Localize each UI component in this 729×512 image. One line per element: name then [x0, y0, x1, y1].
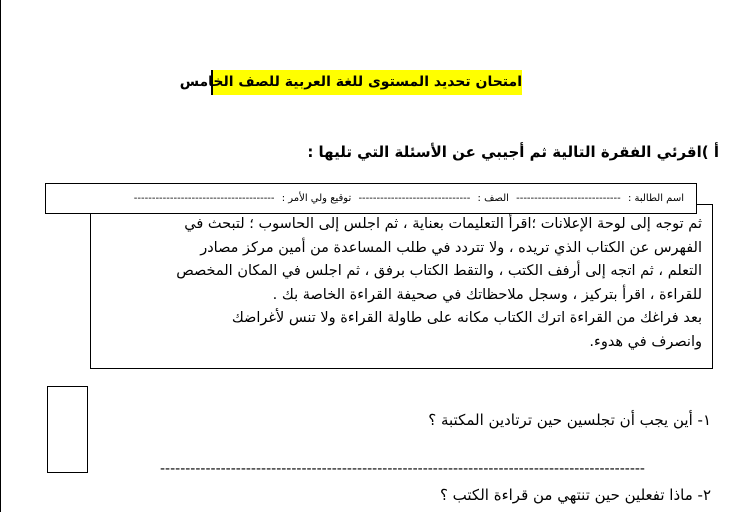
passage-line: وانصرف في هدوء.	[589, 333, 702, 350]
student-info-box	[45, 183, 697, 214]
signature-field[interactable]: ---------------------------------------	[133, 193, 275, 204]
passage-line: ثم توجه إلى لوحة الإعلانات ؛اقرأ التعليمات بعناية ، ثم اجلس إلى الحاسوب ؛ لتبحث في	[184, 216, 702, 232]
class-label: الصف :	[477, 193, 509, 204]
signature-label: توقيع ولي الأمر :	[281, 193, 352, 204]
passage-line: للقراءة ، اقرأ بتركيز ، وسجل ملاحظاتك في صحيفة القراءة الخاصة بك .	[272, 286, 702, 303]
passage-line: التعلم ، ثم اتجه إلى أرفف الكتب ، والتقط الكتاب برفق ، ثم اجلس في المكان المخصص	[176, 263, 702, 279]
name-field[interactable]: -----------------------------	[516, 193, 621, 204]
passage-line: الفهرس عن الكتاب الذي تريده ، ولا تتردد في طلب المساعدة من أمين مركز مصادر	[200, 239, 702, 256]
class-field[interactable]: -------------------------------	[358, 193, 471, 204]
name-label: اسم الطالبة :	[627, 193, 684, 204]
question-2: ٢- ماذا تفعلين حين تنتهي من قراءة الكتب ؟	[439, 486, 711, 504]
question-1: ١- أين يجب أن تجلسين حين ترتادين المكتبة ؟	[428, 411, 711, 429]
reading-instruction: أ )اقرئي الفقرة التالية ثم أجيبي عن الأسئلة التي تليها :	[307, 143, 719, 161]
answer-line[interactable]: ------------------------------------------------------------------------------------------------	[160, 461, 645, 477]
passage-box	[90, 204, 713, 369]
reading-passage	[97, 213, 702, 354]
page-left-border	[0, 0, 1, 512]
passage-line: بعد فراغك من القراءة اترك الكتاب مكانه على طاولة القراءة ولا تنس لأغراضك	[231, 310, 702, 326]
exam-title: امتحان تحديد المستوى للغة العربية للصف الخامس	[211, 70, 522, 95]
score-box	[47, 386, 88, 473]
